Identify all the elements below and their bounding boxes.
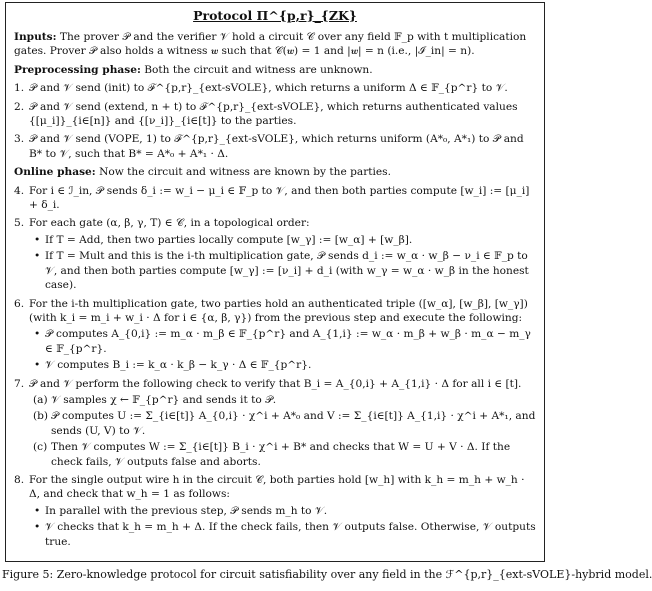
step-4: 4. For i ∈ ℐ_in, 𝒫 sends δ_i := w_i − μ_i ∈ 𝔽_p to 𝒱, and then both parties compute [w_i] := [μ_i] + δ_i. xyxy=(14,184,530,212)
step-7b: (b) 𝒫 computes U := Σ_{i∈[t]} A_{0,i} · χ^i + A*₀ and V := Σ_{i∈[t]} A_{1,i} · χ^i + A*₁, and sends (U, V) to 𝒱. xyxy=(33,410,536,437)
step-8-bullet: • In parallel with the previous step, 𝒫 sends m_h to 𝒱. xyxy=(29,504,536,518)
protocol-box xyxy=(5,2,545,562)
step-1: 1. 𝒫 and 𝒱 send (init) to ℱ^{p,r}_{ext-sVOLE}, which returns a uniform Δ ∈ 𝔽_{p^r} to 𝒱. xyxy=(14,82,508,95)
preprocessing-paragraph xyxy=(14,63,536,77)
online-paragraph xyxy=(14,165,536,179)
figure-caption: Figure 5: Zero-knowledge protocol for circuit satisfiability over any field in the ℱ^{p,r}_{ext-sVOLE}-hybrid model. xyxy=(2,568,652,581)
preprocessing-steps xyxy=(14,81,536,161)
step-8-bullet: • 𝒱 checks that k_h = m_h + Δ. If the check fails, then 𝒱 outputs false. Otherwise, 𝒱 outputs true. xyxy=(29,520,536,549)
step-6-bullet: • 𝒫 computes A_{0,i} := m_α · m_β ∈ 𝔽_{p^r} and A_{1,i} := w_α · m_β + w_β · m_α − m_γ ∈ 𝔽_{p^r}. xyxy=(29,327,536,356)
step-7a: (a) 𝒱 samples χ ← 𝔽_{p^r} and sends it to 𝒫. xyxy=(33,393,277,406)
online-text: Now the circuit and witness are known by the parties. xyxy=(99,166,391,179)
step-5-bullet: • If T = Add, then two parties locally compute [w_γ] := [w_α] + [w_β]. xyxy=(29,233,536,247)
online-heading: Online phase: xyxy=(14,166,96,179)
step-6: 6. For the i-th multiplication gate, two parties hold an authenticated triple ([w_α], [w_β], [w_γ]) (with k_i = m_i + w_i · Δ for i ∈ {α, β, γ}) from the previous step and execute the following: • 𝒫 computes A_{0,i} := m_α · m_β ∈ 𝔽_{p^r} and A_{1,i} := w_α · m_β + w_β · m_α − m_γ ∈ 𝔽_{p^r}. • 𝒱 computes B_i := k_α · k_β − k_γ · Δ ∈ 𝔽_{p^r}. xyxy=(14,297,536,373)
step-8: 8. For the single output wire h in the circuit 𝒞, both parties hold [w_h] with k_h = m_h + w_h · Δ, and check that w_h = 1 as follows: • In parallel with the previous step, 𝒫 sends m_h to 𝒱. • 𝒱 checks that k_h = m_h + Δ. If the check fails, then 𝒱 outputs false. Otherwise, 𝒱 outputs true. xyxy=(14,473,536,549)
step-2: 2. 𝒫 and 𝒱 send (extend, n + t) to ℱ^{p,r}_{ext-sVOLE}, which returns authenticated values {[μ_i]}_{i∈[n]} and {[ν_i]}_{i∈[t]} to the parties. xyxy=(14,100,518,128)
step-3: 3. 𝒫 and 𝒱 send (VOPE, 1) to ℱ^{p,r}_{ext-sVOLE}, which returns uniform (A*₀, A*₁) to 𝒫 and B* to 𝒱, such that B* = A*₀ + A*₁ · Δ. xyxy=(14,133,524,160)
protocol-title: Protocol Π^{p,r}_{ZK} xyxy=(193,8,357,23)
online-steps xyxy=(14,184,536,549)
preprocessing-text: Both the circuit and witness are unknown. xyxy=(144,63,373,76)
step-5-bullet: • If T = Mult and this is the i-th multiplication gate, 𝒫 sends d_i := w_α · w_β − ν_i ∈ 𝔽_p to 𝒱, and then both parties compute [w_γ] := [ν_i] + d_i (with w_γ = w_α · w_β in the honest case). xyxy=(29,249,536,292)
step-5: 5. For each gate (α, β, γ, T) ∈ 𝒞, in a topological order: • If T = Add, then two parties locally compute [w_γ] := [w_α] + [w_β]. • If T = Mult and this is the i-th multiplication gate, 𝒫 sends d_i := w_α · w_β − ν_i ∈ 𝔽_p to 𝒱, and then both parties compute [w_γ] := [ν_i] + d_i (with w_γ = w_α · w_β in the honest case). xyxy=(14,216,536,292)
inputs-paragraph xyxy=(14,30,536,59)
inputs-heading: Inputs: xyxy=(14,31,57,43)
step-7: 7. 𝒫 and 𝒱 perform the following check to verify that B_i = A_{0,i} + A_{1,i} · Δ for all i ∈ [t]. (a) 𝒱 samples χ ← 𝔽_{p^r} and sends it to 𝒫. (b) 𝒫 computes U := Σ_{i∈[t]} A_{0,i} · χ^i + A*₀ and V := Σ_{i∈[t]} A_{1,i} · χ^i + A*₁, and sends (U, V) to 𝒱. (c) Then 𝒱 computes W := Σ_{i∈[t]} B_i · χ^i + B* and checks that W = U + V · Δ. If the check fails, 𝒱 outputs false and aborts. xyxy=(14,377,536,468)
step-6-bullet: • 𝒱 computes B_i := k_α · k_β − k_γ · Δ ∈ 𝔽_{p^r}. xyxy=(29,358,536,372)
step-7c: (c) Then 𝒱 computes W := Σ_{i∈[t]} B_i · χ^i + B* and checks that W = U + V · Δ. If the check fails, 𝒱 outputs false and aborts. xyxy=(33,441,511,468)
preprocessing-heading: Preprocessing phase: xyxy=(14,63,141,76)
inputs-text: The prover 𝒫 and the verifier 𝒱 hold a circuit 𝒞 over any field 𝔽_p with t multiplication gates. Prover 𝒫 also holds a witness 𝒘 such that 𝒞(𝒘) = 1 and |𝒘| = n (i.e., |ℐ_in| = n). xyxy=(14,31,527,58)
